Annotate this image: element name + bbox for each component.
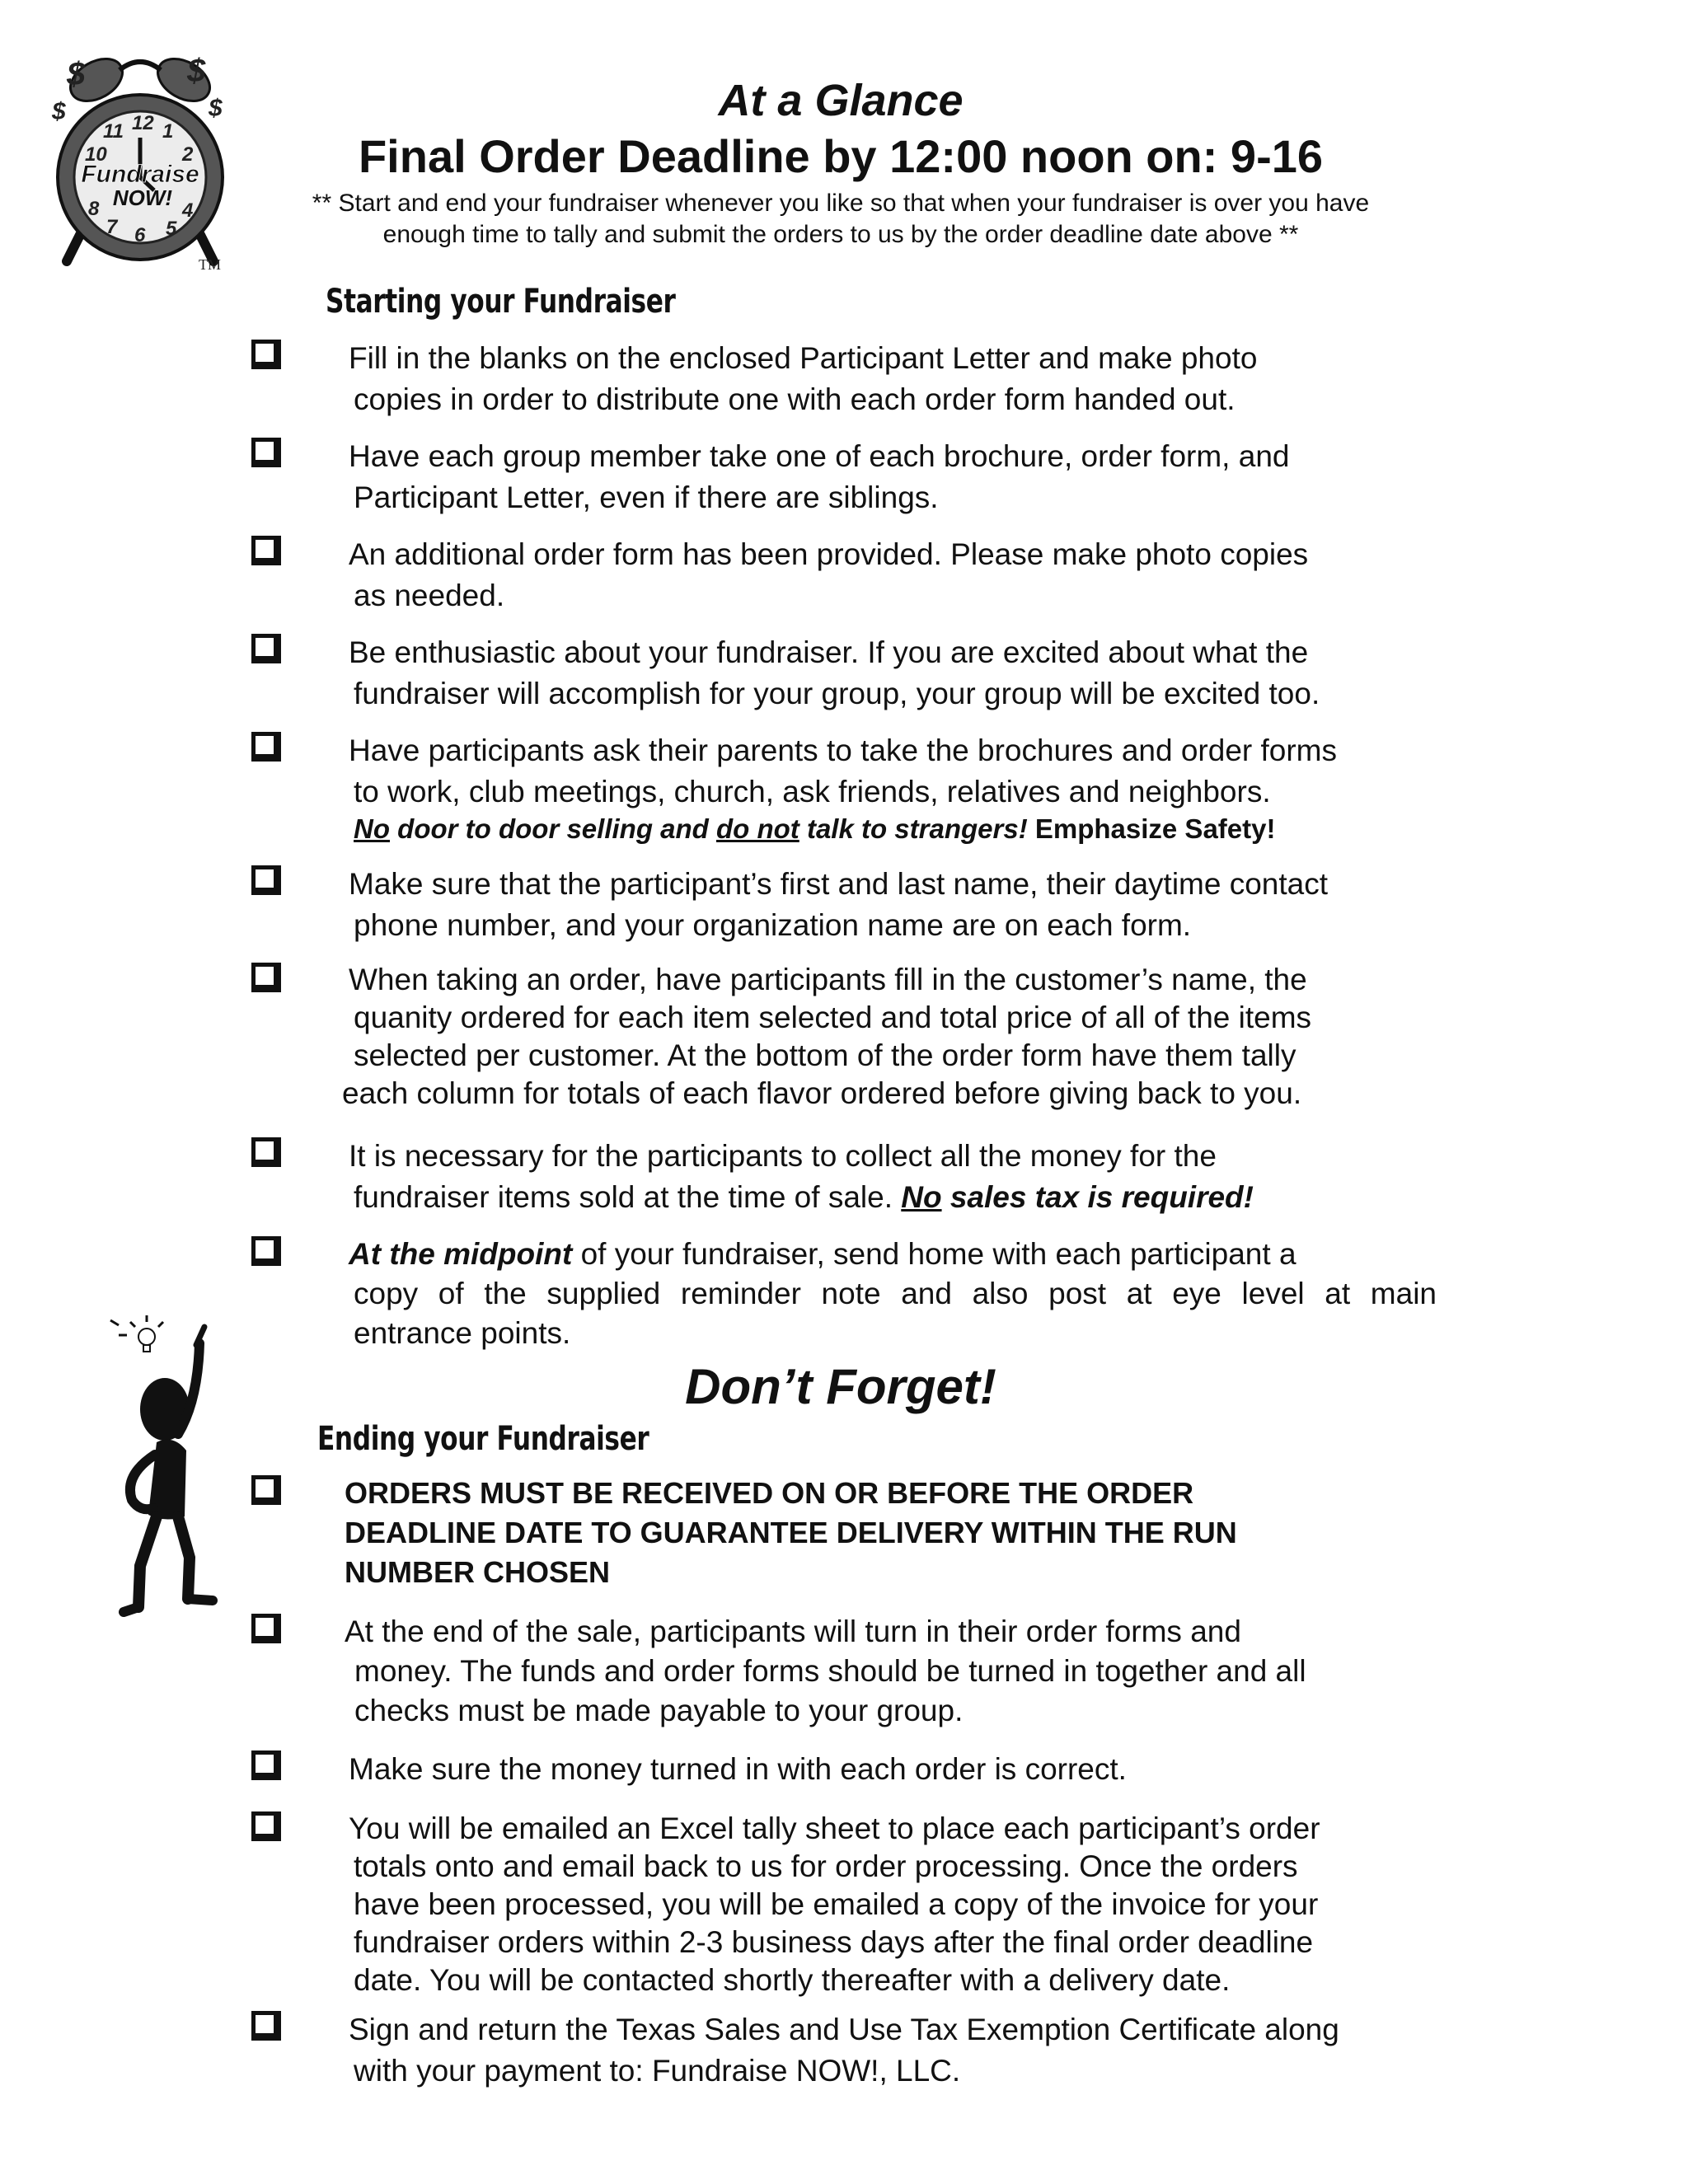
trademark-mark: TM	[199, 256, 221, 273]
deadline-note	[198, 188, 1484, 251]
dont-forget-heading: Don’t Forget!	[685, 1359, 996, 1414]
svg-text:6: 6	[134, 224, 146, 246]
svg-text:4: 4	[182, 199, 194, 222]
svg-text:8: 8	[88, 198, 100, 220]
checkbox-icon[interactable]	[251, 865, 281, 895]
dollar-sign-left-small: $	[52, 98, 66, 125]
deadline-note-line1: ** Start and end your fundraiser whenever you like so that when your fundraiser is over you have	[312, 190, 1370, 217]
svg-text:7: 7	[106, 216, 118, 238]
svg-text:1: 1	[162, 120, 174, 143]
section-title-starting: Starting your Fundraiser	[326, 283, 676, 321]
checkbox-icon[interactable]	[251, 963, 281, 992]
page: $ $ $ $ 12 1 2 4 5 6 7 8 10 11 Fundraise NOW! TM At a Glance Final Order Deadline by 12:00 noon on: 9-16 ** Start and end your fundraiser whenever you like so that when your fundraiser is over you have enough time to tally and submit the orders to us by the order deadline date above ** Starting your Fundraiser Fill in the blanks on the enclosed Participant Letter and make photo copies in order to distribute one with each order form handed out. Have each group member take one of each brochure, order form, and Participant Letter, even if there are siblings. An additional order form has been provided. Please make photo copies as needed. Be enthusiastic about your fundraiser. If you are excited about what the fundraiser will accomplish for your group, your group will be excited too. Have participants ask their parents to take the brochures and order forms to work, club meetings, church, ask friends, relatives and neighbors. No door to door selling and do not talk to strangers! Emphasize Safety! Make sure that the participant’s first and last name, their daytime contact phone number, and your organization name are on each form. When taking an order, have participants fill in the customer’s name, the quanity ordered for each item selected and total price of all of the items selected per customer. At the bottom of the order form have them tally each column for totals of each flavor ordered before giving back to you. It is necessary for the participants to collect all the money for the fundraiser items sold at the time of sale. No sales tax is required! At the midpoint of your fundraiser, send home with each participant a copy of the supplied reminder note and also post at eye level at main entrance points. Don’t Forget! Ending your Fundraiser ORDERS MUST BE RECEIVED ON OR BEFORE THE ORDER DEADLINE DATE TO GUARANTEE DELIVERY WITHIN THE RUN NUMBER CHOSEN At the end of the sale, participants will turn in their order forms and money. The funds and order forms should be turned in together and all checks must be made payable to your group. Make sure the money turned in with each order is correct. You will be emailed an Excel tally sheet to place each participant’s order totals onto and email back to us for order processing. Once the orders have been processed, you will be emailed a copy of the invoice for your fundraiser orders within 2-3 business days after the final order deadline date. You will be contacted shortly thereafter with a delivery date. Sign and return the Texas Sales and Use Tax Exemption Certificate along with your payment to: Fundraise NOW!, LLC.	[0, 0, 1688, 2184]
svg-text:2: 2	[182, 143, 194, 166]
checkbox-icon[interactable]	[251, 536, 281, 565]
tax-no: No	[901, 1180, 942, 1214]
checkbox-icon[interactable]	[251, 1475, 281, 1505]
checkbox-icon[interactable]	[251, 2011, 281, 2041]
safety-warning: No door to door selling and do not talk to strangers! Emphasize Safety!	[354, 813, 1276, 844]
dollar-sign-right: $	[187, 53, 206, 89]
dollar-sign-left: $	[67, 56, 86, 92]
svg-text:11: 11	[103, 120, 124, 143]
checkbox-icon[interactable]	[251, 1137, 281, 1167]
section-title-ending: Ending your Fundraiser	[317, 1420, 649, 1458]
logo-brand-line1: Fundraise	[81, 161, 199, 188]
page-title: At a Glance	[718, 76, 964, 125]
checkbox-icon[interactable]	[251, 340, 281, 369]
stick-figure-lightbulb-icon	[107, 1310, 272, 1624]
svg-text:10: 10	[85, 143, 107, 166]
dollar-sign-right-small: $	[209, 95, 223, 122]
checkbox-icon[interactable]	[251, 1811, 281, 1841]
checkbox-icon[interactable]	[251, 1750, 281, 1780]
svg-text:5: 5	[166, 218, 177, 240]
logo-brand-line2: NOW!	[112, 185, 173, 210]
checkbox-icon[interactable]	[251, 732, 281, 762]
checkbox-icon[interactable]	[251, 438, 281, 467]
checkbox-icon[interactable]	[251, 1614, 281, 1643]
checkbox-icon[interactable]	[251, 1236, 281, 1266]
checkbox-icon[interactable]	[251, 634, 281, 663]
svg-text:12: 12	[132, 112, 154, 134]
deadline-heading: Final Order Deadline by 12:00 noon on: 9-16	[358, 130, 1324, 182]
deadline-note-line2: enough time to tally and submit the orders to us by the order deadline date above **	[382, 221, 1299, 248]
